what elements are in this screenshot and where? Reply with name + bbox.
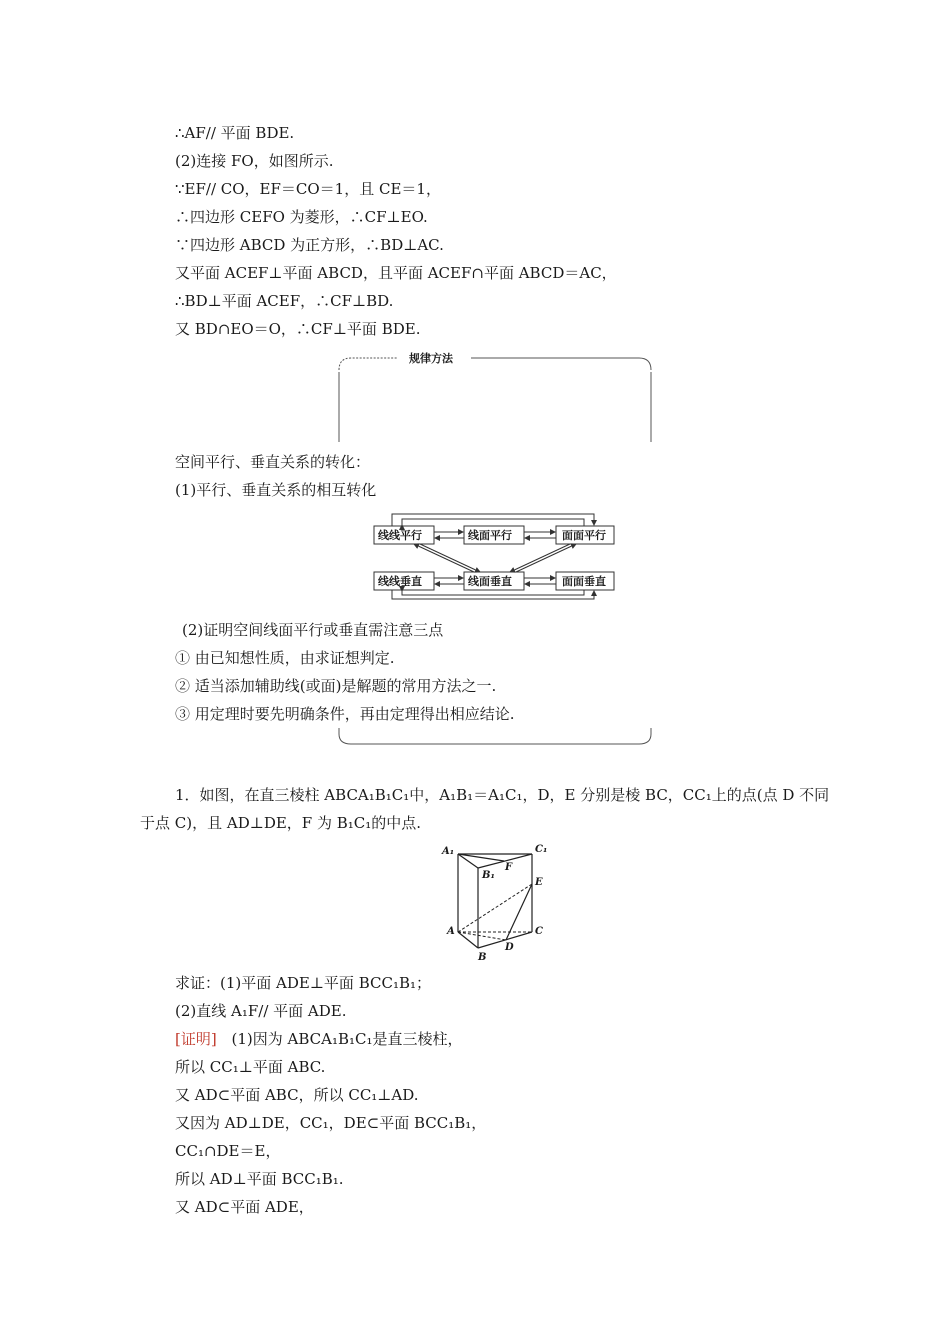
node-line-line-perpendicular: 线线垂直 (378, 575, 422, 588)
method-item-1: (1)平行、垂直关系的相互转化 (175, 481, 377, 499)
node-line-line-parallel: 线线平行 (378, 529, 422, 542)
proof-line: CC₁∩DE＝E， (175, 1142, 281, 1160)
proof-line: ∵四边形 ABCD 为正方形，∴BD⊥AC. (175, 236, 444, 254)
label-C1: C₁ (535, 844, 548, 855)
problem-statement-line-1: 1．如图，在直三棱柱 ABCA₁B₁C₁中，A₁B₁＝A₁C₁，D，E 分别是棱 BC，CC₁上的点(点 D 不同 (175, 786, 830, 804)
proof-line: 又因为 AD⊥DE，CC₁，DE⊂平面 BCC₁B₁， (175, 1114, 487, 1132)
method-box-bottom-frame (337, 728, 653, 750)
proof-line: ∴AF// 平面 BDE. (175, 124, 295, 142)
node-line-plane-perpendicular: 线面垂直 (468, 575, 512, 588)
method-point-3: ③ 用定理时要先明确条件，再由定理得出相应结论. (175, 705, 515, 723)
node-plane-plane-parallel: 面面平行 (562, 529, 606, 542)
problem-ask-1: 求证：(1)平面 ADE⊥平面 BCC₁B₁； (175, 974, 432, 992)
proof-2-first-line (175, 1029, 463, 1049)
proof-line: 又 AD⊂平面 ADE， (175, 1198, 314, 1216)
label-A1: A₁ (442, 846, 455, 857)
proof-line: 又 BD∩EO＝O，∴CF⊥平面 BDE. (175, 320, 421, 338)
problem-ask-2: (2)直线 A₁F// 平面 ADE. (175, 1002, 347, 1020)
node-plane-plane-perpendicular: 面面垂直 (562, 575, 606, 588)
method-point-1: ① 由已知想性质，由求证想判定. (175, 649, 395, 667)
label-B: B (478, 952, 487, 963)
label-A: A (447, 926, 455, 937)
method-item-2: (2)证明空间线面平行或垂直需注意三点 (182, 621, 444, 639)
label-E: E (535, 877, 543, 888)
proof-line: ∵EF// CO，EF＝CO＝1，且 CE＝1， (175, 180, 441, 198)
node-line-plane-parallel: 线面平行 (468, 529, 512, 542)
method-box-title: 规律方法 (409, 352, 453, 365)
label-C: C (535, 926, 543, 937)
proof-line: 又平面 ACEF⊥平面 ABCD，且平面 ACEF∩平面 ABCD＝AC， (175, 264, 617, 282)
proof-line: (1)因为 ABCA₁B₁C₁是直三棱柱， (231, 1030, 463, 1048)
proof-line: ∴BD⊥平面 ACEF，∴CF⊥BD. (175, 292, 394, 310)
prism-figure (440, 842, 550, 966)
proof-line: 又 AD⊂平面 ABC，所以 CC₁⊥AD. (175, 1086, 419, 1104)
proof-tag: [证明] (175, 1030, 217, 1048)
label-D: D (505, 942, 514, 953)
label-F: F (505, 862, 513, 873)
method-box-top-frame (337, 352, 653, 444)
proof-line: 所以 CC₁⊥平面 ABC. (175, 1058, 326, 1076)
proof-line: 所以 AD⊥平面 BCC₁B₁. (175, 1170, 344, 1188)
problem-statement-line-2: 于点 C)，且 AD⊥DE，F 为 B₁C₁的中点. (140, 814, 422, 832)
method-intro: 空间平行、垂直关系的转化： (175, 453, 371, 471)
proof-line: ∴四边形 CEFO 为菱形，∴CF⊥EO. (175, 208, 428, 226)
proof-line: (2)连接 FO，如图所示. (175, 152, 334, 170)
method-point-2: ② 适当添加辅助线(或面)是解题的常用方法之一. (175, 677, 497, 695)
label-B1: B₁ (482, 870, 495, 881)
